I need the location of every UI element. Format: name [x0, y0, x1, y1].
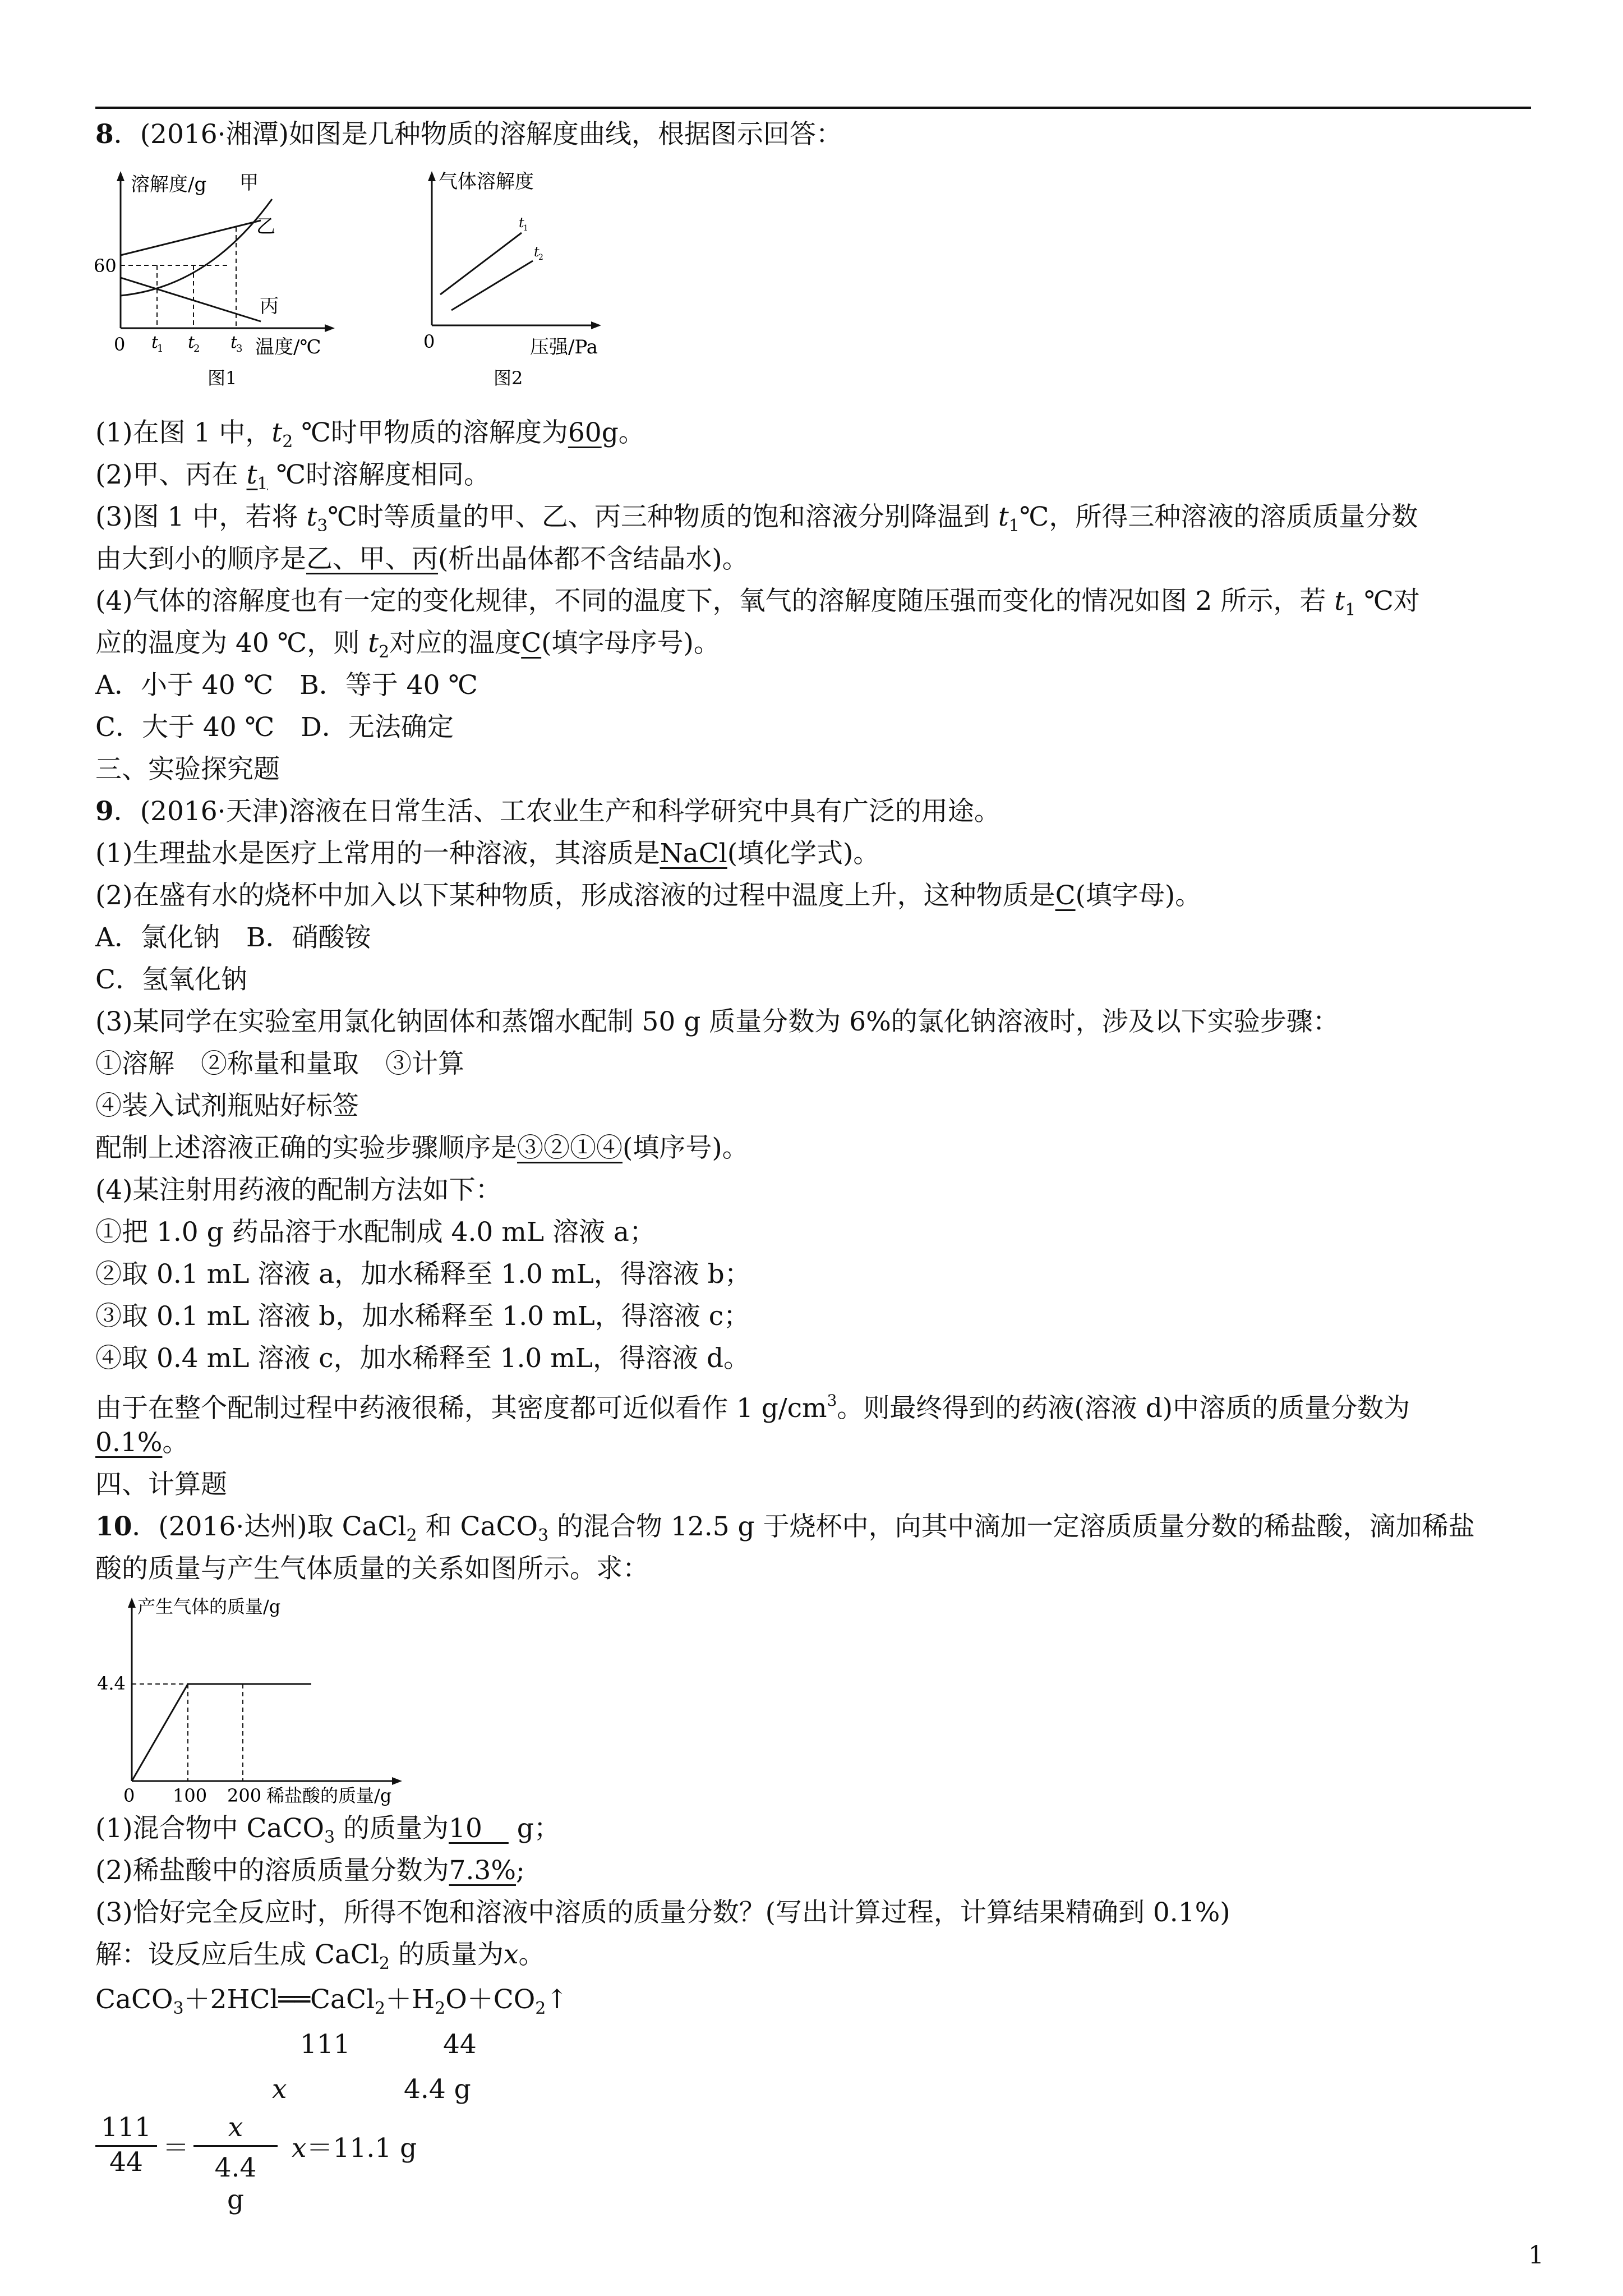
- q8-options-ab: A．小于 40 ℃ B．等于 40 ℃: [95, 670, 478, 701]
- svg-text:t: t: [534, 244, 540, 260]
- svg-text:t: t: [151, 333, 159, 352]
- svg-text:2: 2: [538, 253, 543, 262]
- q10-part3: (3)恰好完全反应时，所得不饱和溶液中溶质的质量分数？(写出计算过程，计算结果精确到 0.1%): [95, 1897, 1230, 1928]
- label-bing: 丙: [260, 295, 279, 318]
- q9-part2: (2)在盛有水的烧杯中加入以下某种物质，形成溶液的过程中温度上升，这种物质是C(填字母)。: [95, 880, 1202, 911]
- q9-part5: 由于在整个配制过程中药液很稀，其密度都可近似看作 1 $g/cm^3$。则最终得到的药液(溶液 d)中溶质的质量分数为: [95, 1391, 1410, 1424]
- label-yi: 乙: [256, 215, 275, 238]
- q9-part3: (3)某同学在实验室用氯化钠固体和蒸馏水配制 50 g 质量分数为 6%的氯化钠溶液时，涉及以下实验步骤：: [95, 1006, 1339, 1037]
- q9-part1: (1)生理盐水是医疗上常用的一种溶液，其溶质是NaCl(填化学式)。: [95, 838, 880, 869]
- svg-text:t: t: [519, 215, 524, 231]
- q9-step-d: ④取 0.4 mL 溶液 c，加水稀释至 1.0 mL，得溶液 d。: [95, 1343, 750, 1374]
- top-rule: [95, 107, 1531, 109]
- fig1-y60: 60: [94, 255, 117, 277]
- q9-part4: (4)某注射用药液的配制方法如下：: [95, 1175, 502, 1205]
- q9-options-ab: A．氯化钠 B．硝酸铵: [95, 922, 371, 953]
- page-number: 1: [1528, 2241, 1544, 2270]
- q9-option-c: C．氢氧化钠: [95, 964, 247, 995]
- chart-y44: 4.4: [97, 1673, 126, 1694]
- q8-figure-1: [93, 165, 339, 401]
- q9-part3-answer: 配制上述溶液正确的实验步骤顺序是③②①④(填序号)。: [95, 1133, 749, 1163]
- fraction-1: $\frac{111}{44}$: [95, 2112, 157, 2180]
- chart-ylabel: 产生气体的质量/g: [137, 1596, 281, 1617]
- q10-stem: 10．(2016·达州)取 CaCl$_2$ 和 CaCO$_3$ 的混合物 12.5 g 于烧杯中，向其中滴加一定溶质质量分数的稀盐酸，滴加稀盐: [95, 1511, 1475, 1545]
- line-t2: [451, 261, 533, 310]
- fig1-xlabel: 温度/℃: [255, 336, 321, 358]
- q10-equation: $CaCO_3+2HCl══CaCl_2+H_2O+CO_2↑$: [95, 1984, 568, 2018]
- q8-part1: (1)在图 1 中，$t_2$ ℃时甲物质的溶解度为60g。: [95, 417, 645, 452]
- label-jia: 甲: [239, 172, 259, 194]
- chart-x200: 200: [227, 1785, 262, 1806]
- chart-zero: 0: [123, 1785, 135, 1806]
- chart-xlabel: 稀盐酸的质量/g: [266, 1785, 392, 1806]
- unknown-x: x: [272, 2074, 287, 2105]
- q8-stem: 8．(2016·湘潭)如图是几种物质的溶解度曲线，根据图示回答：: [95, 119, 842, 150]
- fig1-ylabel: 溶解度/g: [131, 173, 207, 196]
- result: x＝11.1 g: [292, 2133, 417, 2164]
- mass-44g: 4.4 g: [404, 2074, 471, 2105]
- line-t1: [440, 233, 522, 295]
- svg-text:1: 1: [523, 224, 528, 233]
- gas-mass-line: [132, 1684, 311, 1781]
- fig2-caption: 图2: [494, 367, 523, 389]
- fig1-zero: 0: [114, 334, 126, 355]
- q10-part2: (2)稀盐酸中的溶质质量分数为7.3%;: [95, 1855, 525, 1886]
- fig1-caption: 图1: [208, 367, 237, 389]
- q9-step-c: ③取 0.1 mL 溶液 b，加水稀释至 1.0 mL，得溶液 c；: [95, 1301, 750, 1332]
- q9-stem: 9．(2016·天津)溶液在日常生活、工农业生产和科学研究中具有广泛的用途。: [95, 796, 1000, 827]
- section-3-heading: 三、实验探究题: [95, 754, 280, 785]
- q8-part3: (3)图 1 中，若将 $t_3℃$时等质量的甲、乙、丙三种物质的饱和溶液分别降温到 $t_1℃$，所得三种溶液的溶质质量分数: [95, 501, 1418, 536]
- q8-part4: (4)气体的溶解度也有一定的变化规律，不同的温度下，氧气的溶解度随压强而变化的情况如图 2 所示，若 $t_1$ ℃对: [95, 586, 1420, 620]
- q8-figure-2: [409, 165, 611, 401]
- molar-111: 111: [300, 2029, 351, 2060]
- chart-x100: 100: [173, 1785, 208, 1806]
- curve-bing: [121, 278, 261, 321]
- fig2-xlabel: 压强/Pa: [530, 336, 598, 358]
- fraction-2: $\frac{x}{4.4 g}$: [193, 2112, 278, 2217]
- q8-options-cd: C．大于 40 ℃ D．无法确定: [95, 712, 454, 743]
- q9-steps-2: ④装入试剂瓶贴好标签: [95, 1091, 359, 1121]
- q10-stem-cont: 酸的质量与产生气体质量的关系如图所示。求：: [95, 1553, 649, 1584]
- svg-text:3: 3: [236, 343, 243, 355]
- q9-part5-answer: 0.1%。: [95, 1427, 189, 1458]
- q10-chart: [93, 1593, 407, 1806]
- q9-step-a: ①把 1.0 g 药品溶于水配制成 4.0 mL 溶液 a；: [95, 1217, 656, 1248]
- q10-solution-intro: 解：设反应后生成 CaCl$_2$ 的质量为x。: [95, 1939, 545, 1973]
- svg-text:t: t: [230, 333, 238, 352]
- fig2-zero: 0: [423, 331, 435, 352]
- fraction-equals: ＝: [163, 2133, 189, 2164]
- q10-part1: (1)混合物中 CaCO$_3$ 的质量为10 g；: [95, 1813, 560, 1847]
- section-4-heading: 四、计算题: [95, 1469, 227, 1500]
- q8-part2: (2)甲、丙在 $t_1$ ℃时溶解度相同。: [95, 459, 491, 494]
- svg-text:t: t: [188, 333, 195, 352]
- q8-part3-cont: 由大到小的顺序是乙、甲、丙(析出晶体都不含结晶水)。: [95, 544, 749, 574]
- svg-text:1: 1: [157, 343, 164, 355]
- fig2-ylabel: 气体溶解度: [439, 171, 534, 193]
- q9-steps-1: ①溶解 ②称量和量取 ③计算: [95, 1048, 464, 1079]
- molar-44: 44: [443, 2029, 477, 2060]
- curve-jia: [121, 199, 272, 296]
- q9-step-b: ②取 0.1 mL 溶液 a，加水稀释至 1.0 mL，得溶液 b；: [95, 1259, 751, 1290]
- svg-text:2: 2: [193, 343, 200, 355]
- q8-part4-cont: 应的温度为 40 ℃，则 $t_2$对应的温度C(填字母序号)。: [95, 628, 720, 662]
